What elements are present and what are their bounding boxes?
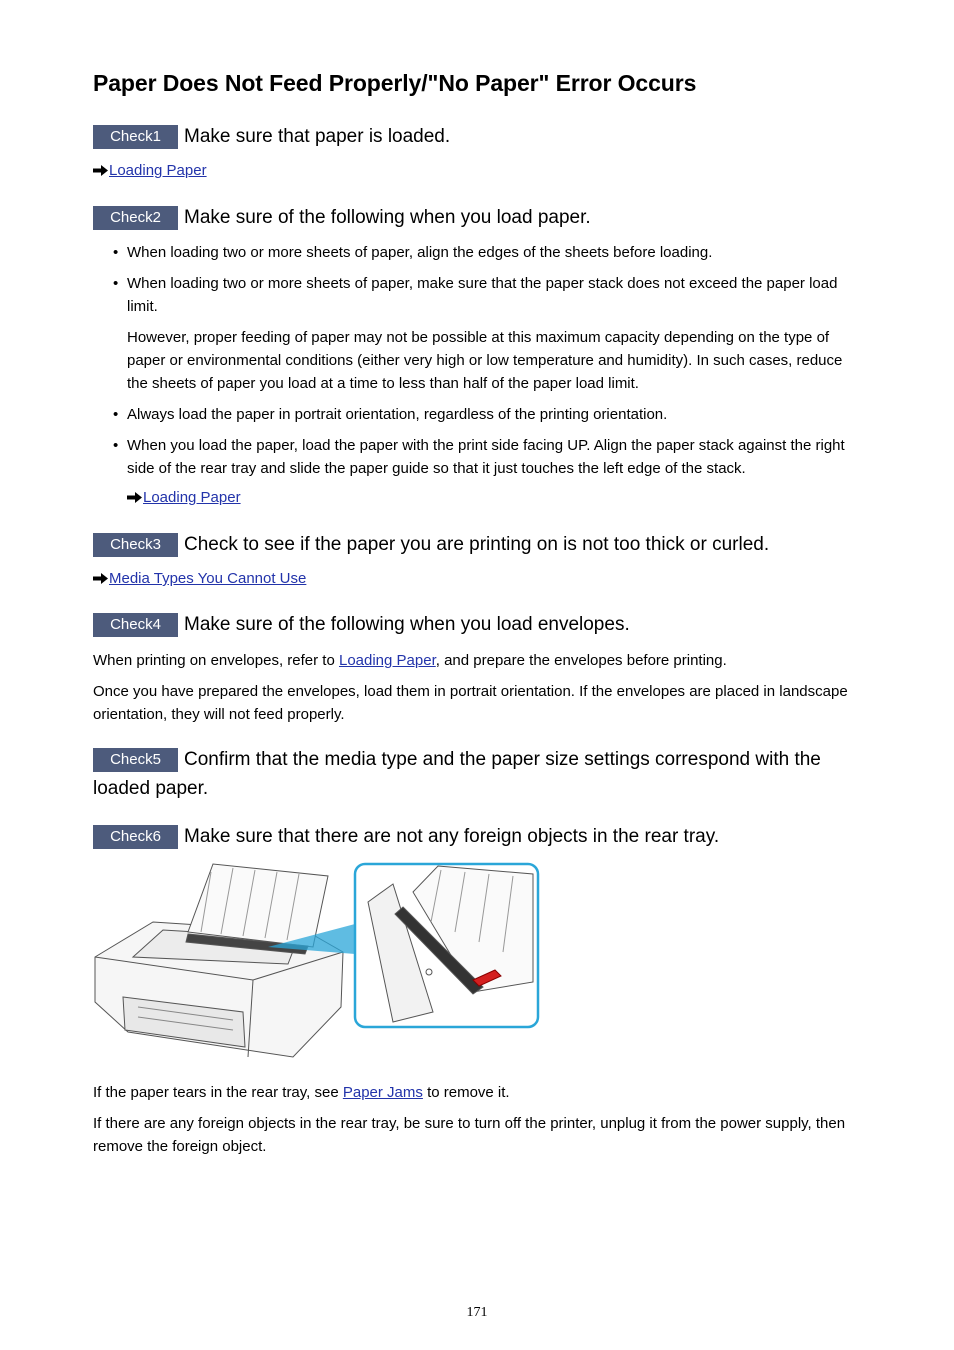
check4-paragraph-2: Once you have prepared the envelopes, load them in portrait orientation. If the envelopes are placed in landscape orientation, they will not feed properly. bbox=[93, 683, 848, 723]
check5-badge: Check5 bbox=[93, 748, 178, 772]
loading-paper-link[interactable]: Loading Paper bbox=[143, 489, 241, 506]
check1-link-line bbox=[93, 162, 207, 179]
check4-heading bbox=[93, 610, 868, 639]
check6-text: Make sure that there are not any foreign objects in the rear tray. bbox=[184, 826, 720, 847]
loading-paper-link[interactable]: Loading Paper bbox=[109, 162, 207, 179]
check5-text: Confirm that the media type and the paper size settings correspond with the loaded paper. bbox=[93, 749, 821, 799]
check4-text: Make sure of the following when you load envelopes. bbox=[184, 614, 630, 635]
media-types-link[interactable]: Media Types You Cannot Use bbox=[109, 570, 307, 587]
printer-rear-tray-illustration bbox=[93, 862, 543, 1067]
page-number: 171 bbox=[466, 1305, 488, 1320]
check2-text: Make sure of the following when you load paper. bbox=[184, 207, 591, 228]
check5-heading bbox=[93, 745, 868, 803]
list-item: • When loading two or more sheets of paper, align the edges of the sheets before loading. bbox=[113, 241, 863, 264]
arrow-right-icon bbox=[127, 492, 142, 503]
check3-link-line bbox=[93, 570, 306, 587]
check1-badge: Check1 bbox=[93, 125, 178, 149]
check6-heading bbox=[93, 822, 868, 851]
check6-paragraph-2: If there are any foreign objects in the rear tray, be sure to turn off the printer, unplug it from the power supply, then remove the foreign object. bbox=[93, 1115, 846, 1155]
loading-paper-inline-link[interactable]: Loading Paper bbox=[338, 652, 436, 669]
list-item: • When loading two or more sheets of paper, make sure that the paper stack does not exceed the paper load limit. However, proper feeding of paper may not be possible at this maximum capacity depending on the type of paper or environmental conditions (either very high or low temperature and humidity). In such cases, reduce the sheets of paper you load at a time to less than half of the paper load limit. bbox=[113, 272, 863, 395]
list-item: • When you load the paper, load the paper with the print side facing UP. Align the paper stack against the right side of the rear tray and slide the paper guide so that it just touches the left edge of the stack. bbox=[113, 434, 863, 480]
zoom-detail bbox=[355, 864, 538, 1027]
check2-badge: Check2 bbox=[93, 206, 178, 230]
arrow-right-icon bbox=[93, 165, 108, 176]
check4-paragraph-1: When printing on envelopes, refer to Loading Paper, and prepare the envelopes before printing. bbox=[93, 652, 727, 669]
check2-heading bbox=[93, 203, 868, 232]
check1-text: Make sure that paper is loaded. bbox=[184, 126, 451, 147]
check3-text: Check to see if the paper you are printing on is not too thick or curled. bbox=[184, 534, 770, 555]
check3-badge: Check3 bbox=[93, 533, 178, 557]
check2-link-line bbox=[127, 489, 241, 506]
check4-badge: Check4 bbox=[93, 613, 178, 637]
page-title: Paper Does Not Feed Properly/"No Paper" Error Occurs bbox=[93, 70, 697, 96]
check1-heading bbox=[93, 122, 868, 151]
list-item-note: However, proper feeding of paper may not be possible at this maximum capacity depending on the type of paper or environmental conditions (either very high or low temperature and humidity). In such cases, reduce the sheets of paper you load at a time to less than half of the paper load limit. bbox=[127, 329, 843, 392]
check2-bullet-list bbox=[113, 241, 863, 488]
check6-paragraph-1: If the paper tears in the rear tray, see Paper Jams to remove it. bbox=[93, 1084, 510, 1101]
arrow-right-icon bbox=[93, 573, 108, 584]
check3-heading bbox=[93, 530, 868, 559]
check6-badge: Check6 bbox=[93, 825, 178, 849]
list-item: • Always load the paper in portrait orientation, regardless of the printing orientation. bbox=[113, 403, 863, 426]
paper-jams-link[interactable]: Paper Jams bbox=[342, 1084, 423, 1101]
